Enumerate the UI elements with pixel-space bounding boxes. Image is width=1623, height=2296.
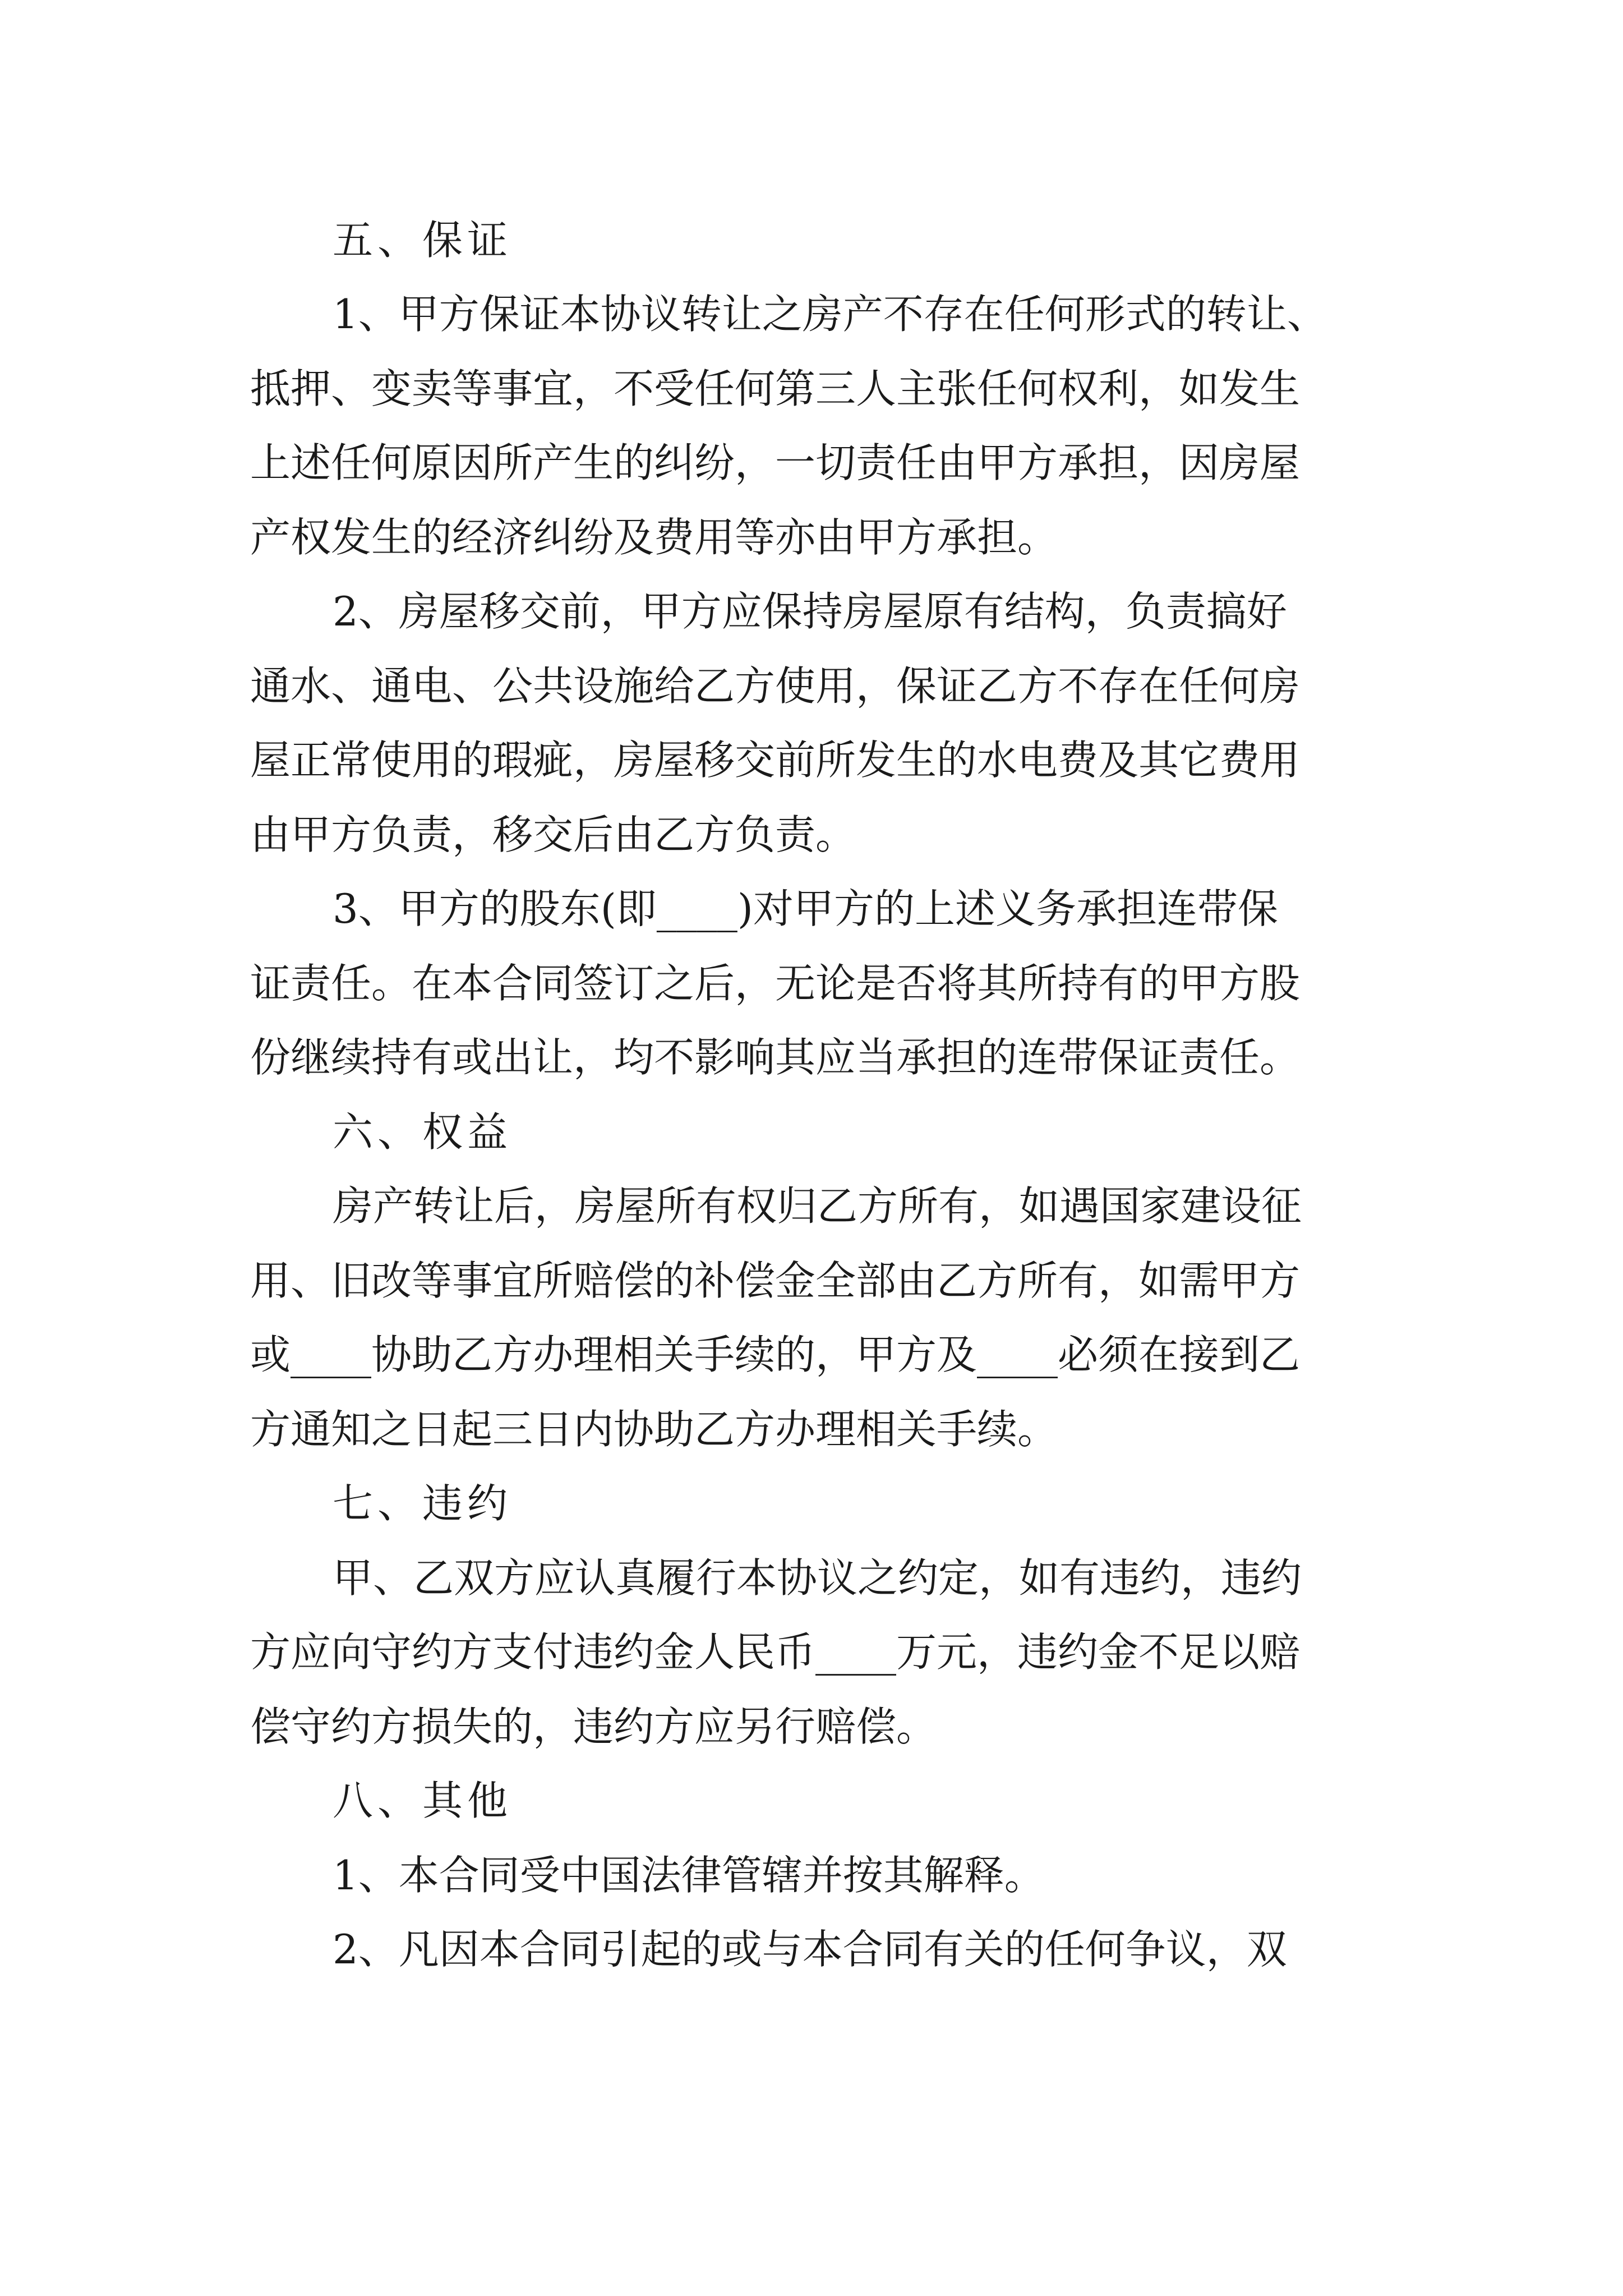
text-line: 2、凡因本合同引起的或与本合同有关的任何争议，双 bbox=[333, 1926, 1287, 1973]
text-line: 3、甲方的股东(即____)对甲方的上述义务承担连带保 bbox=[333, 885, 1278, 932]
text-line: 上述任何原因所产生的纠纷，一切责任由甲方承担，因房屋 bbox=[250, 439, 1301, 486]
text-line: 方应向守约方支付违约金人民币____万元，违约金不足以赔 bbox=[250, 1628, 1301, 1676]
text-line: 屋正常使用的瑕疵，房屋移交前所发生的水电费及其它费用 bbox=[250, 737, 1301, 784]
text-line: 证责任。在本合同签订之后，无论是否将其所持有的甲方股 bbox=[250, 960, 1301, 1007]
text-line: 1、甲方保证本协议转让之房产不存在任何形式的转让、 bbox=[333, 291, 1327, 338]
text-line: 房产转让后，房屋所有权归乙方所有，如遇国家建设征 bbox=[333, 1182, 1302, 1230]
text-line: 偿守约方损失的，违约方应另行赔偿。 bbox=[250, 1703, 937, 1750]
text-line: 2、房屋移交前，甲方应保持房屋原有结构，负责搞好 bbox=[333, 588, 1287, 635]
section-heading-rights: 六、权益 bbox=[333, 1108, 513, 1156]
text-line: 通水、通电、公共设施给乙方使用，保证乙方不存在任何房 bbox=[250, 662, 1301, 710]
text-line: 用、旧改等事宜所赔偿的补偿金全部由乙方所有，如需甲方 bbox=[250, 1257, 1301, 1304]
section-heading-other: 八、其他 bbox=[333, 1777, 513, 1824]
text-line: 份继续持有或出让，均不影响其应当承担的连带保证责任。 bbox=[250, 1034, 1301, 1081]
section-heading-breach: 七、违约 bbox=[333, 1480, 513, 1527]
text-line: 甲、乙双方应认真履行本协议之约定，如有违约，违约 bbox=[333, 1554, 1302, 1602]
text-line: 抵押、变卖等事宜，不受任何第三人主张任何权利，如发生 bbox=[250, 365, 1301, 412]
text-line: 方通知之日起三日内协助乙方办理相关手续。 bbox=[250, 1406, 1058, 1453]
text-line: 或____协助乙方办理相关手续的，甲方及____必须在接到乙 bbox=[250, 1331, 1301, 1378]
text-line: 由甲方负责，移交后由乙方负责。 bbox=[250, 811, 856, 858]
text-line: 1、本合同受中国法律管辖并按其解释。 bbox=[333, 1852, 1045, 1899]
text-line: 产权发生的经济纠纷及费用等亦由甲方承担。 bbox=[250, 514, 1058, 561]
section-heading-guarantee: 五、保证 bbox=[333, 217, 513, 264]
